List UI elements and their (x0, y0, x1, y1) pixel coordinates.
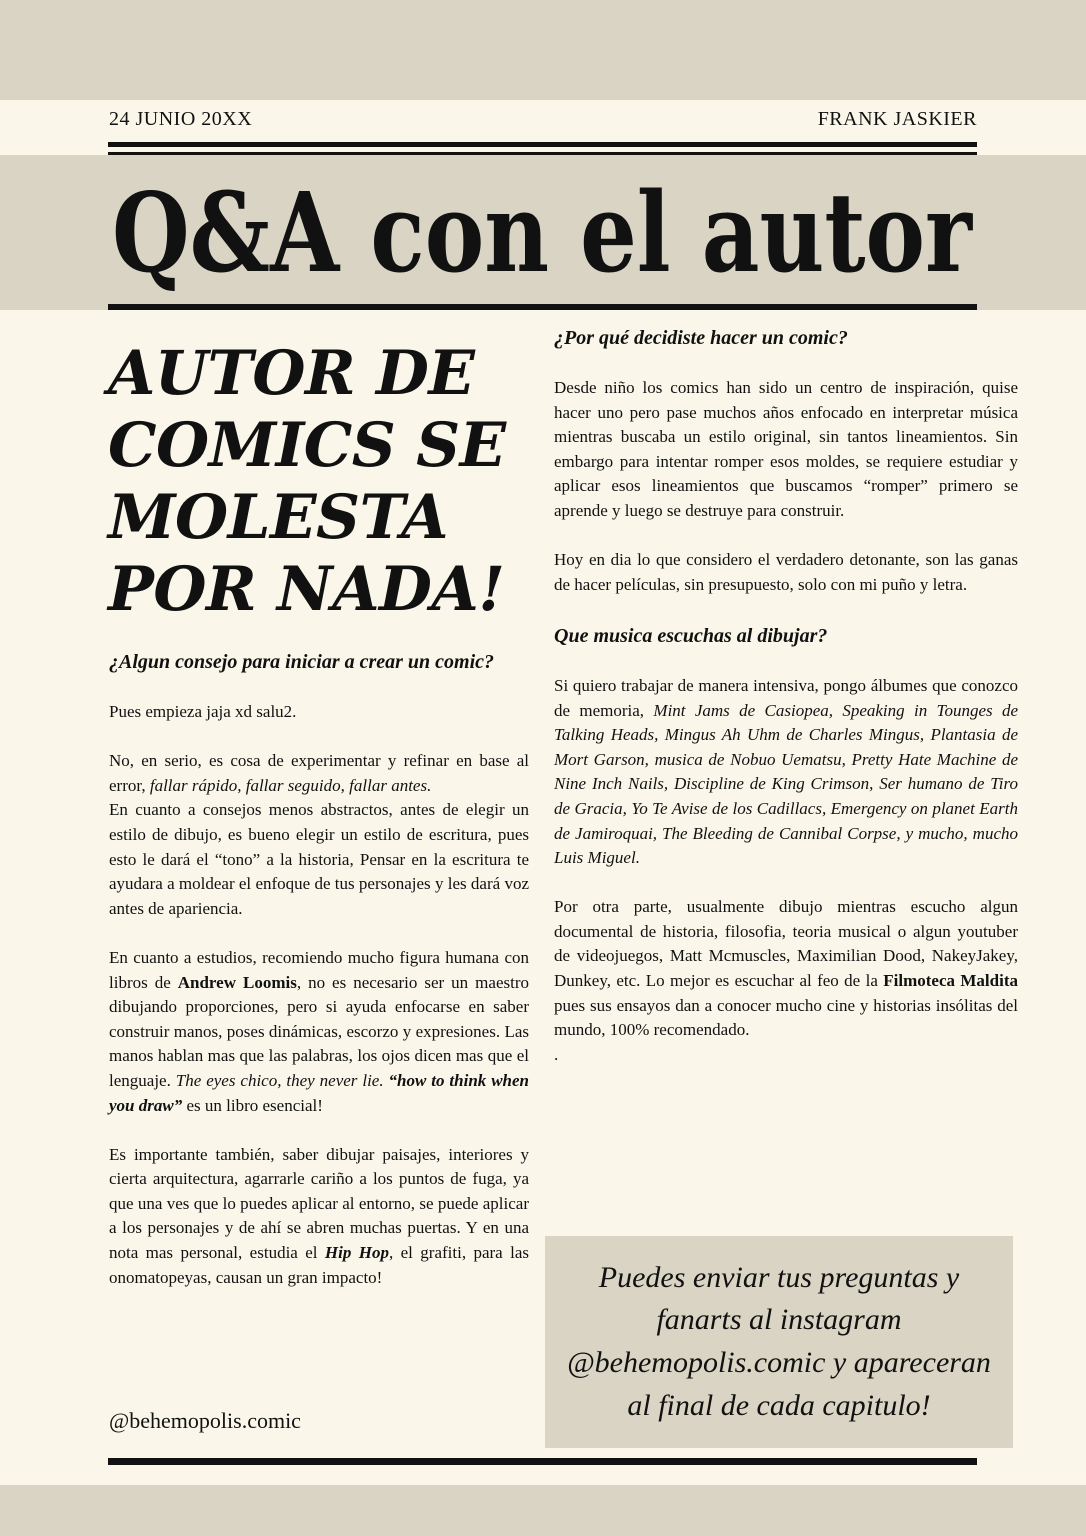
headline (108, 338, 528, 626)
top-band (0, 0, 1086, 100)
headline-line: MOLESTA (108, 482, 448, 553)
header-rule-thick (108, 142, 977, 147)
answer-emphasis: The eyes chico, they never lie. (175, 1070, 384, 1090)
answer-text: En cuanto a estudios, recomiendo mucho figura humana con libros de (109, 947, 529, 992)
channel-reference: Filmoteca Maldita (883, 971, 1018, 991)
footer-rule (108, 1458, 977, 1465)
answer-text: es un libro esencial! (182, 1095, 323, 1115)
headline-line: POR NADA! (108, 554, 505, 625)
answer-paragraph (554, 674, 1018, 871)
book-title: “how to think when you draw” (109, 1070, 530, 1115)
answer-paragraph: Pues empieza jaja xd salu2. (109, 702, 297, 721)
answer-text: Por otra parte, usualmente dibujo mientras escucho algun documental de historia, filosofia, teoria musical o algun youtuber de videojuegos, Matt Mcmuscles, Maximilian Dood, NakeyJakey, Dunkey, etc. Lo mejor es escuchar al feo de la (554, 897, 1018, 991)
author-name: FRANK JASKIER (817, 108, 977, 130)
answer-text: , el grafiti, para las onomatopeyas, causan un gran impacto! (109, 1243, 530, 1287)
answer-text: Es importante también, saber dibujar paisajes, interiores y cierta arquitectura, agarrarle cariño a los puntos de fuga, ya que una ves que lo puedes aplicar al entorno, se puede aplicar a los personajes y de ahí se abren muchas puertas. Y en una nota mas personal, estudia el (109, 1144, 529, 1263)
bottom-band (0, 1485, 1086, 1536)
answer-emphasis: fallar rápido, fallar seguido, fallar antes. (149, 775, 432, 795)
trailing-dot: . (554, 1044, 559, 1064)
header-rule-thin (108, 152, 977, 155)
issue-date: 24 JUNIO 20XX (109, 108, 253, 130)
album-list: Mint Jams de Casiopea, Speaking in Tounges de Talking Heads, Mingus Ah Uhm de Charles Mingus, Plantasia de Mort Garson, musica de Nobuo Uematsu, Pretty Hate Machine de Nine Inch Nails, Discipline de King Crimson, Ser humano de Tiro de Gracia, Yo Te Avise de los Cadillacs, Emergency on planet Earth de Jamiroquai, The Bleeding de Cannibal Corpse, y mucho, mucho Luis Miguel. (554, 700, 1019, 868)
left-column (109, 648, 529, 1315)
genre-reference: Hip Hop (324, 1243, 389, 1263)
masthead-title-text: Q&A con el autor (112, 168, 974, 297)
answer-paragraph: Desde niño los comics han sido un centro de inspiración, quise hacer uno pero pase muchos años enfocado en interpretar música mientras buscaba un estilo original, sin tantos lineamientos. Sin embargo para intentar romper esos moldes, se requiere estudiar y aplicar esos lineamientos que buscamos “romper” primero se aprende y luego se destruye para construir. (554, 378, 1018, 520)
callout-text: Puedes enviar tus preguntas y fanarts al instagram @behemopolis.comic y apareceran al final de cada capitulo! (567, 1260, 991, 1422)
instagram-handle: @behemopolis.comic (109, 1408, 301, 1433)
answer-paragraph: Hoy en dia lo que considero el verdadero detonante, son las ganas de hacer películas, sin presupuesto, solo con mi puño y letra. (554, 550, 1018, 594)
headline-line: AUTOR DE (108, 338, 475, 409)
answer-paragraph (109, 749, 529, 798)
answer-text: No, en serio, es cosa de experimentar y refinar en base al error, (109, 751, 529, 795)
answer-paragraph (109, 946, 529, 1118)
question-why-comic: ¿Por qué decidiste hacer un comic? (554, 327, 848, 349)
answer-paragraph (554, 895, 1018, 1043)
answer-paragraph: En cuanto a consejos menos abstractos, antes de elegir un estilo de dibujo, es bueno elegir un estilo de escritura, pues esto le dará el “tono” a la historia, Pensar en la escritura te ayudara a moldear el enfoque de tus personajes y les dará voz antes de apariencia. (109, 800, 529, 918)
headline-line: COMICS SE (108, 410, 506, 481)
answer-text: , no es necesario ser un maestro dibujando proporciones, pero si ayuda enfocarse en saber construir manos, poses dinámicas, escorzo y expresiones. Las manos hablan mas que las palabras, los ojos dicen mas que el lenguaje. (109, 972, 529, 1090)
answer-text: pues sus ensayos dan a conocer mucho cine y historias insólitas del mundo, 100% recomendado. (554, 995, 1018, 1040)
title-rule (108, 304, 977, 310)
question-music: Que musica escuchas al dibujar? (554, 624, 828, 647)
question-advice: ¿Algun consejo para iniciar a crear un comic? (109, 651, 495, 673)
answer-text: Si quiero trabajar de manera intensiva, pongo álbumes que conozco de memoria, (554, 675, 1018, 720)
right-column (554, 324, 1018, 1067)
answer-paragraph (109, 1143, 529, 1291)
callout-box (545, 1236, 1013, 1448)
author-reference: Andrew Loomis (177, 972, 297, 992)
masthead-title (108, 168, 977, 298)
